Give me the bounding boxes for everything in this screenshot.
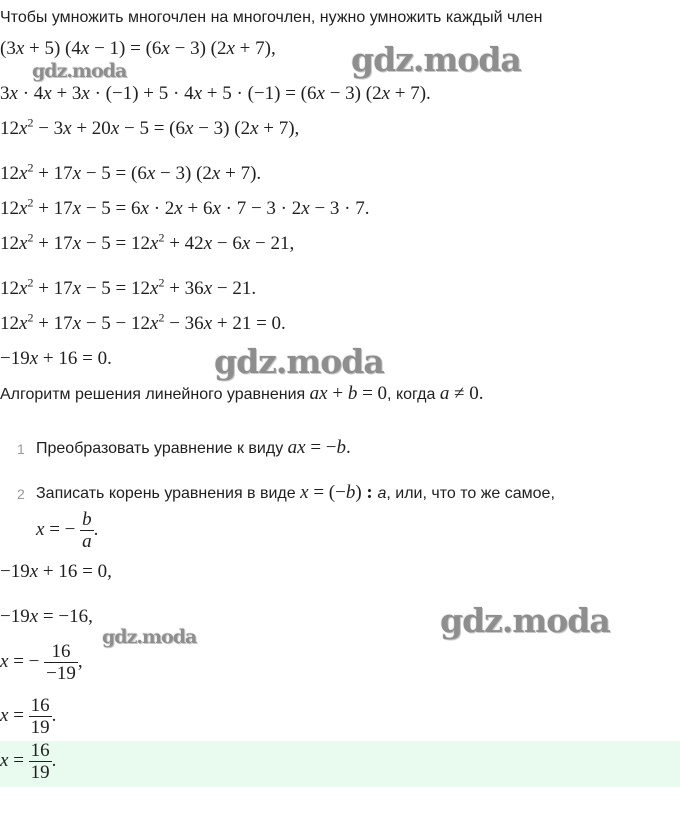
watermark-logo: gdz.moda bbox=[32, 60, 127, 82]
algorithm-heading: Алгоритм решения линейного уравнения ax + b = 0, когда a ≠ 0. bbox=[0, 383, 484, 404]
equation-7: $12x^2 + 17x - 5 = 12x^2 + 36x - 21$. bbox=[0, 275, 257, 299]
equation-8: $12x^2 + 17x - 5 - 12x^2 - 36x + 21 = 0$. bbox=[0, 310, 286, 334]
equation-1: (3x + 5) (4x − 1) = (6x − 3) (2x + 7), bbox=[0, 38, 276, 59]
step-1-number: 1 bbox=[17, 441, 25, 457]
equation-3: $12x^2 - 3x + 20x - 5 = (6x - 3) (2x + 7)$, bbox=[0, 115, 300, 139]
step-2-formula: x = − $\frac{b}{a}$ . bbox=[36, 509, 99, 552]
intro-text: Чтобы умножить многочлен на многочлен, нужно умножить каждый член bbox=[0, 9, 543, 26]
solution-line-3: x = − $\frac{16}{-19}$ , bbox=[0, 641, 83, 684]
step-1: Преобразовать уравнение к виду ax = −b. bbox=[36, 437, 351, 458]
solution-line-2: −19x = −16, bbox=[0, 606, 93, 627]
watermark-logo: gdz.moda bbox=[351, 40, 521, 79]
watermark-logo: gdz.moda bbox=[102, 626, 197, 648]
equation-2: 3x · 4x + 3x · (−1) + 5 · 4x + 5 · (−1) = (6x − 3) (2x + 7). bbox=[0, 83, 431, 104]
solution-line-1: −19x + 16 = 0, bbox=[0, 561, 112, 582]
solution-answer: x = $\frac{16}{19}$ . bbox=[0, 740, 57, 783]
answer-highlight bbox=[0, 741, 680, 787]
solution-line-4: x = $\frac{16}{19}$ . bbox=[0, 695, 57, 738]
step-2-number: 2 bbox=[17, 486, 25, 502]
step-2: Записать корень уравнения в виде x = (−b) : a, или, что то же самое, bbox=[36, 482, 555, 503]
equation-4: $12x^2 + 17x - 5 = (6x - 3) (2x + 7)$. bbox=[0, 160, 262, 184]
equation-5: $12x^2 + 17x - 5 = 6x \cdot 2x + 6x \cdot 7 - 3 \cdot 2x - 3 \cdot 7$. bbox=[0, 195, 370, 219]
equation-9: −19x + 16 = 0. bbox=[0, 348, 112, 369]
equation-6: $12x^2 + 17x - 5 = 12x^2 + 42x - 6x - 21$, bbox=[0, 230, 295, 254]
watermark-logo: gdz.moda bbox=[214, 342, 384, 381]
watermark-logo: gdz.moda bbox=[440, 601, 610, 640]
